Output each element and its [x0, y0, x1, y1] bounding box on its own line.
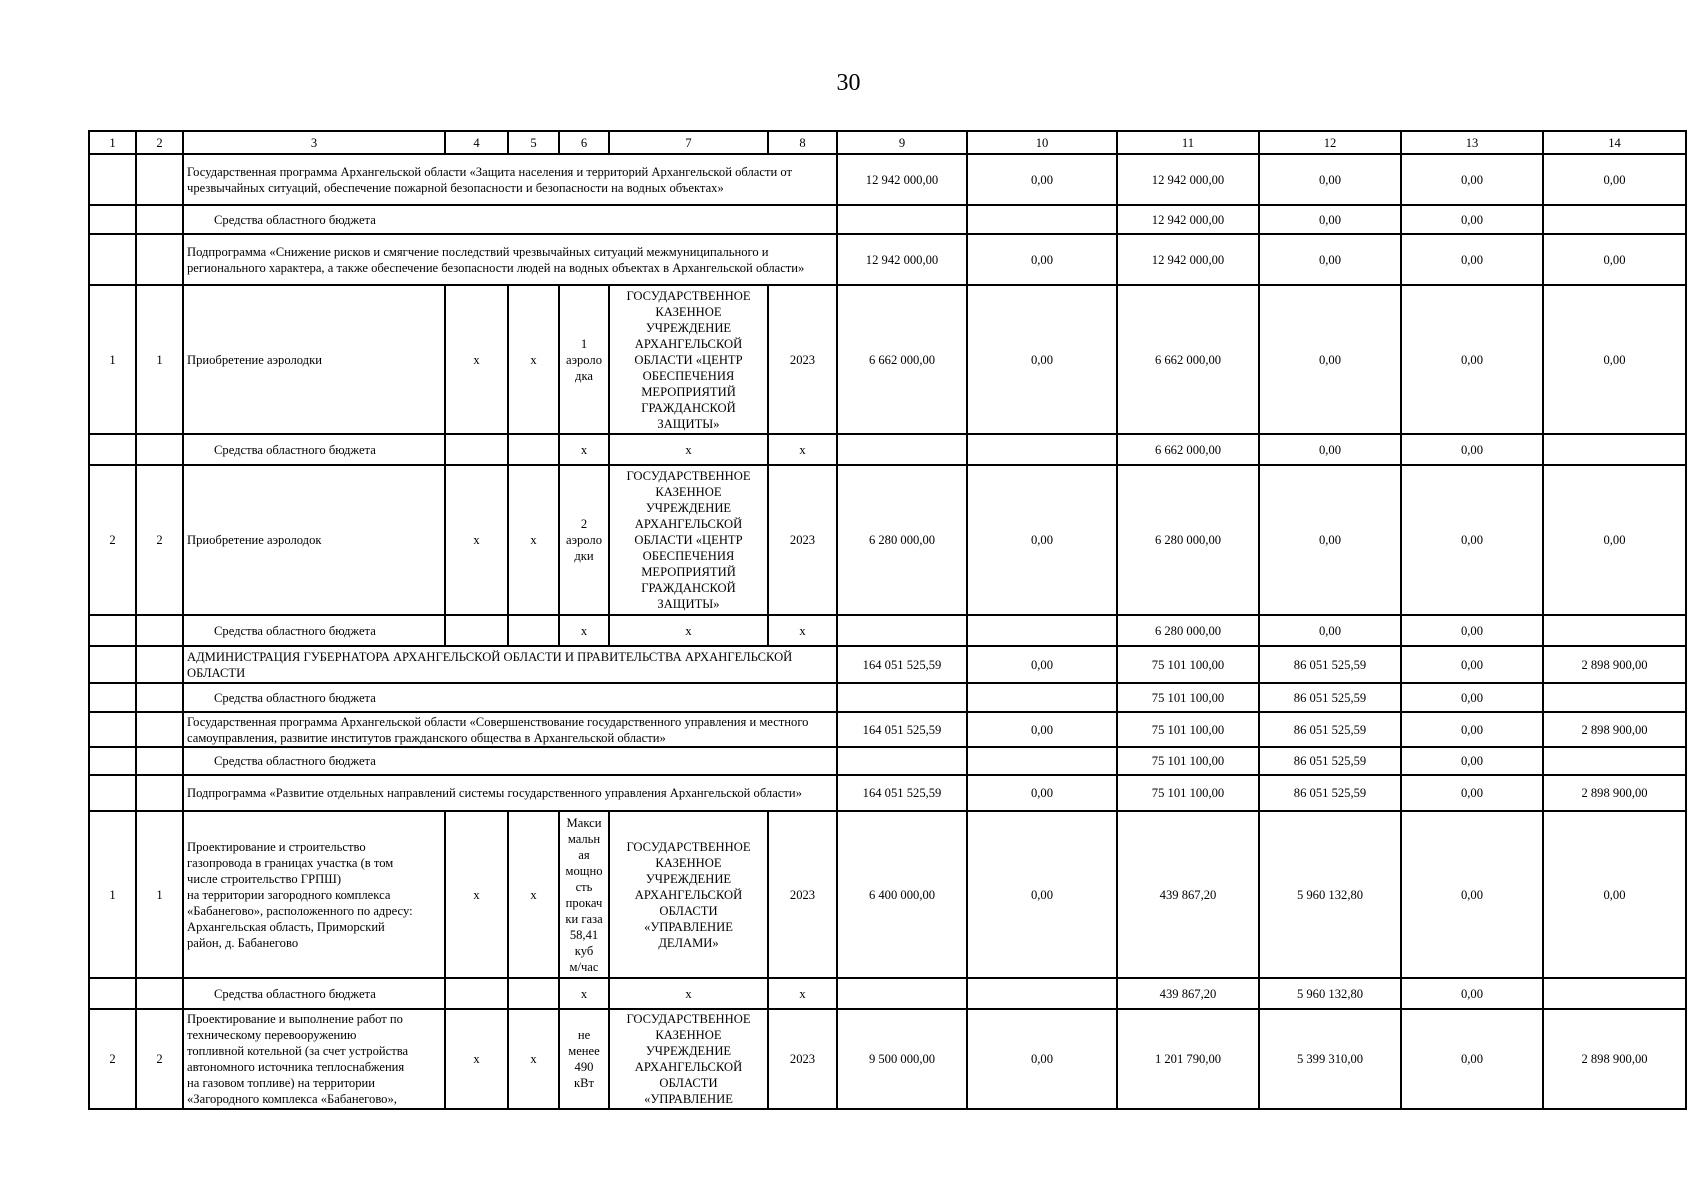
subprogram-name: Подпрограмма «Снижение рисков и смягчение последствий чрезвычайных ситуаций межмуниципального и регионального характера, а также обеспечение безопасности людей на водных объектах в Архангельской области» — [183, 234, 837, 285]
amount-cell: 86 051 525,59 — [1259, 683, 1401, 712]
program-name: Государственная программа Архангельской области «Защита населения и территорий Архангельской области от чрезвычайных ситуаций, обеспечение пожарной безопасности и безопасности на водных объектах» — [183, 154, 837, 205]
amount-cell: 0,00 — [1401, 683, 1543, 712]
budget-table — [88, 130, 1687, 1110]
cell: х — [768, 978, 837, 1009]
program-name: Государственная программа Архангельской области «Совершенствование государственного управления и местного самоуправления, развитие институтов гражданского общества в Архангельской области» — [183, 712, 837, 747]
year-cell: 2023 — [768, 1009, 837, 1109]
program-row — [89, 712, 1686, 747]
header-cell: 9 — [837, 131, 967, 154]
amount-cell: 6 280 000,00 — [1117, 615, 1259, 646]
subprogram-name: Подпрограмма «Развитие отдельных направлений системы государственного управления Архангельской области» — [183, 775, 837, 811]
amount-cell: 164 051 525,59 — [837, 775, 967, 811]
budget-label: Средства областного бюджета — [183, 683, 837, 712]
amount-cell: 0,00 — [1401, 747, 1543, 775]
budget-row — [89, 205, 1686, 234]
cell: х — [559, 978, 609, 1009]
header-cell: 5 — [508, 131, 559, 154]
amount-cell: 0,00 — [1543, 285, 1686, 434]
item-name: Проектирование и выполнение работ по техническому перевооружению топливной котельной (за счет устройства автономного источника теплоснабжения на газовом топливе) на территории «Загородного комплекса «Бабанегово», — [183, 1009, 445, 1109]
budget-row — [89, 747, 1686, 775]
year-cell: 2023 — [768, 465, 837, 615]
amount-cell: 2 898 900,00 — [1543, 646, 1686, 683]
item-row — [89, 1009, 1686, 1109]
institution-cell: ГОСУДАРСТВЕННОЕ КАЗЕННОЕ УЧРЕЖДЕНИЕ АРХАНГЕЛЬСКОЙ ОБЛАСТИ «УПРАВЛЕНИЕ ДЕЛАМИ» — [609, 811, 768, 978]
row-number: 2 — [136, 1009, 183, 1109]
capacity-cell: 2 аэроло дки — [559, 465, 609, 615]
cell: х — [609, 978, 768, 1009]
header-cell: 4 — [445, 131, 508, 154]
amount-cell: 0,00 — [967, 234, 1117, 285]
item-name: Приобретение аэролодки — [183, 285, 445, 434]
amount-cell: 0,00 — [1401, 205, 1543, 234]
cell: х — [445, 1009, 508, 1109]
row-number: 1 — [89, 811, 136, 978]
amount-cell: 0,00 — [1401, 234, 1543, 285]
amount-cell: 5 399 310,00 — [1259, 1009, 1401, 1109]
amount-cell: 1 201 790,00 — [1117, 1009, 1259, 1109]
amount-cell: 0,00 — [1543, 465, 1686, 615]
budget-label: Средства областного бюджета — [183, 747, 837, 775]
amount-cell: 0,00 — [1259, 205, 1401, 234]
subprogram-row — [89, 775, 1686, 811]
budget-label: Средства областного бюджета — [183, 615, 445, 646]
amount-cell: 5 960 132,80 — [1259, 978, 1401, 1009]
amount-cell: 0,00 — [1401, 154, 1543, 205]
amount-cell: 439 867,20 — [1117, 811, 1259, 978]
amount-cell: 0,00 — [1259, 465, 1401, 615]
cell: х — [768, 434, 837, 465]
page-number: 30 — [836, 70, 861, 96]
header-cell: 13 — [1401, 131, 1543, 154]
amount-cell: 75 101 100,00 — [1117, 646, 1259, 683]
cell: х — [508, 465, 559, 615]
cell: х — [609, 615, 768, 646]
amount-cell: 0,00 — [1259, 285, 1401, 434]
header-cell: 2 — [136, 131, 183, 154]
amount-cell: 6 662 000,00 — [837, 285, 967, 434]
item-row — [89, 811, 1686, 978]
amount-cell: 0,00 — [967, 811, 1117, 978]
capacity-cell: Макси мальн ая мощно сть прокач ки газа 58,41 куб м/час — [559, 811, 609, 978]
amount-cell: 0,00 — [1401, 615, 1543, 646]
amount-cell: 9 500 000,00 — [837, 1009, 967, 1109]
capacity-cell: 1 аэроло дка — [559, 285, 609, 434]
amount-cell: 164 051 525,59 — [837, 646, 967, 683]
year-cell: 2023 — [768, 811, 837, 978]
amount-cell: 0,00 — [1401, 978, 1543, 1009]
amount-cell: 0,00 — [1259, 234, 1401, 285]
amount-cell: 2 898 900,00 — [1543, 775, 1686, 811]
amount-cell: 0,00 — [1543, 811, 1686, 978]
amount-cell: 12 942 000,00 — [837, 154, 967, 205]
cell: х — [508, 285, 559, 434]
amount-cell: 75 101 100,00 — [1117, 775, 1259, 811]
budget-row — [89, 615, 1686, 646]
amount-cell: 164 051 525,59 — [837, 712, 967, 747]
header-cell: 6 — [559, 131, 609, 154]
institution-cell: ГОСУДАРСТВЕННОЕ КАЗЕННОЕ УЧРЕЖДЕНИЕ АРХАНГЕЛЬСКОЙ ОБЛАСТИ «ЦЕНТР ОБЕСПЕЧЕНИЯ МЕРОПРИЯТИЙ ГРАЖДАНСКОЙ ЗАЩИТЫ» — [609, 285, 768, 434]
amount-cell: 6 280 000,00 — [1117, 465, 1259, 615]
header-cell: 11 — [1117, 131, 1259, 154]
amount-cell: 0,00 — [1401, 811, 1543, 978]
amount-cell: 0,00 — [1401, 712, 1543, 747]
cell: х — [445, 285, 508, 434]
amount-cell: 0,00 — [1259, 154, 1401, 205]
amount-cell: 6 400 000,00 — [837, 811, 967, 978]
budget-row — [89, 683, 1686, 712]
amount-cell: 6 662 000,00 — [1117, 285, 1259, 434]
cell: х — [445, 811, 508, 978]
amount-cell: 0,00 — [1401, 646, 1543, 683]
institution-cell: ГОСУДАРСТВЕННОЕ КАЗЕННОЕ УЧРЕЖДЕНИЕ АРХАНГЕЛЬСКОЙ ОБЛАСТИ «ЦЕНТР ОБЕСПЕЧЕНИЯ МЕРОПРИЯТИЙ ГРАЖДАНСКОЙ ЗАЩИТЫ» — [609, 465, 768, 615]
header-cell: 3 — [183, 131, 445, 154]
amount-cell: 5 960 132,80 — [1259, 811, 1401, 978]
amount-cell: 0,00 — [1259, 615, 1401, 646]
capacity-cell: не менее 490 кВт — [559, 1009, 609, 1109]
amount-cell: 12 942 000,00 — [1117, 154, 1259, 205]
amount-cell: 86 051 525,59 — [1259, 646, 1401, 683]
budget-label: Средства областного бюджета — [183, 434, 445, 465]
amount-cell: 86 051 525,59 — [1259, 775, 1401, 811]
amount-cell: 0,00 — [1401, 285, 1543, 434]
amount-cell: 0,00 — [1401, 775, 1543, 811]
header-cell: 8 — [768, 131, 837, 154]
institution-cell: ГОСУДАРСТВЕННОЕ КАЗЕННОЕ УЧРЕЖДЕНИЕ АРХАНГЕЛЬСКОЙ ОБЛАСТИ «УПРАВЛЕНИЕ — [609, 1009, 768, 1109]
header-cell: 7 — [609, 131, 768, 154]
amount-cell: 439 867,20 — [1117, 978, 1259, 1009]
amount-cell: 86 051 525,59 — [1259, 747, 1401, 775]
year-cell: 2023 — [768, 285, 837, 434]
amount-cell: 0,00 — [1543, 234, 1686, 285]
amount-cell: 0,00 — [967, 712, 1117, 747]
amount-cell: 12 942 000,00 — [1117, 205, 1259, 234]
cell: х — [768, 615, 837, 646]
cell: х — [559, 434, 609, 465]
amount-cell: 6 280 000,00 — [837, 465, 967, 615]
header-cell: 12 — [1259, 131, 1401, 154]
amount-cell: 0,00 — [967, 465, 1117, 615]
department-row — [89, 646, 1686, 683]
item-row — [89, 465, 1686, 615]
row-number: 2 — [89, 465, 136, 615]
budget-label: Средства областного бюджета — [183, 205, 837, 234]
amount-cell: 86 051 525,59 — [1259, 712, 1401, 747]
header-cell: 14 — [1543, 131, 1686, 154]
amount-cell: 0,00 — [1259, 434, 1401, 465]
row-number: 2 — [136, 465, 183, 615]
amount-cell: 2 898 900,00 — [1543, 712, 1686, 747]
amount-cell: 0,00 — [967, 1009, 1117, 1109]
cell: х — [445, 465, 508, 615]
amount-cell: 12 942 000,00 — [1117, 234, 1259, 285]
cell: х — [508, 811, 559, 978]
amount-cell: 0,00 — [1401, 1009, 1543, 1109]
item-row — [89, 285, 1686, 434]
row-number: 2 — [89, 1009, 136, 1109]
header-cell: 10 — [967, 131, 1117, 154]
amount-cell: 6 662 000,00 — [1117, 434, 1259, 465]
department-name: АДМИНИСТРАЦИЯ ГУБЕРНАТОРА АРХАНГЕЛЬСКОЙ ОБЛАСТИ И ПРАВИТЕЛЬСТВА АРХАНГЕЛЬСКОЙ ОБЛАСТИ — [183, 646, 837, 683]
budget-row — [89, 434, 1686, 465]
program-row — [89, 154, 1686, 205]
amount-cell: 12 942 000,00 — [837, 234, 967, 285]
row-number: 1 — [136, 285, 183, 434]
item-name: Приобретение аэролодок — [183, 465, 445, 615]
amount-cell: 2 898 900,00 — [1543, 1009, 1686, 1109]
item-name: Проектирование и строительство газопровода в границах участка (в том числе строительство ГРПШ) на территории загородного комплекса «Бабанегово», расположенного по адресу: Архангельская область, Приморский район, д. Бабанегово — [183, 811, 445, 978]
row-number: 1 — [136, 811, 183, 978]
amount-cell: 0,00 — [1401, 434, 1543, 465]
amount-cell: 75 101 100,00 — [1117, 712, 1259, 747]
amount-cell: 75 101 100,00 — [1117, 683, 1259, 712]
amount-cell: 0,00 — [1401, 465, 1543, 615]
amount-cell: 75 101 100,00 — [1117, 747, 1259, 775]
cell: х — [508, 1009, 559, 1109]
budget-label: Средства областного бюджета — [183, 978, 445, 1009]
amount-cell: 0,00 — [1543, 154, 1686, 205]
budget-row — [89, 978, 1686, 1009]
header-row — [89, 131, 1686, 154]
cell: х — [609, 434, 768, 465]
row-number: 1 — [89, 285, 136, 434]
subprogram-row — [89, 234, 1686, 285]
header-cell: 1 — [89, 131, 136, 154]
amount-cell: 0,00 — [967, 646, 1117, 683]
cell: х — [559, 615, 609, 646]
amount-cell: 0,00 — [967, 775, 1117, 811]
amount-cell: 0,00 — [967, 285, 1117, 434]
amount-cell: 0,00 — [967, 154, 1117, 205]
